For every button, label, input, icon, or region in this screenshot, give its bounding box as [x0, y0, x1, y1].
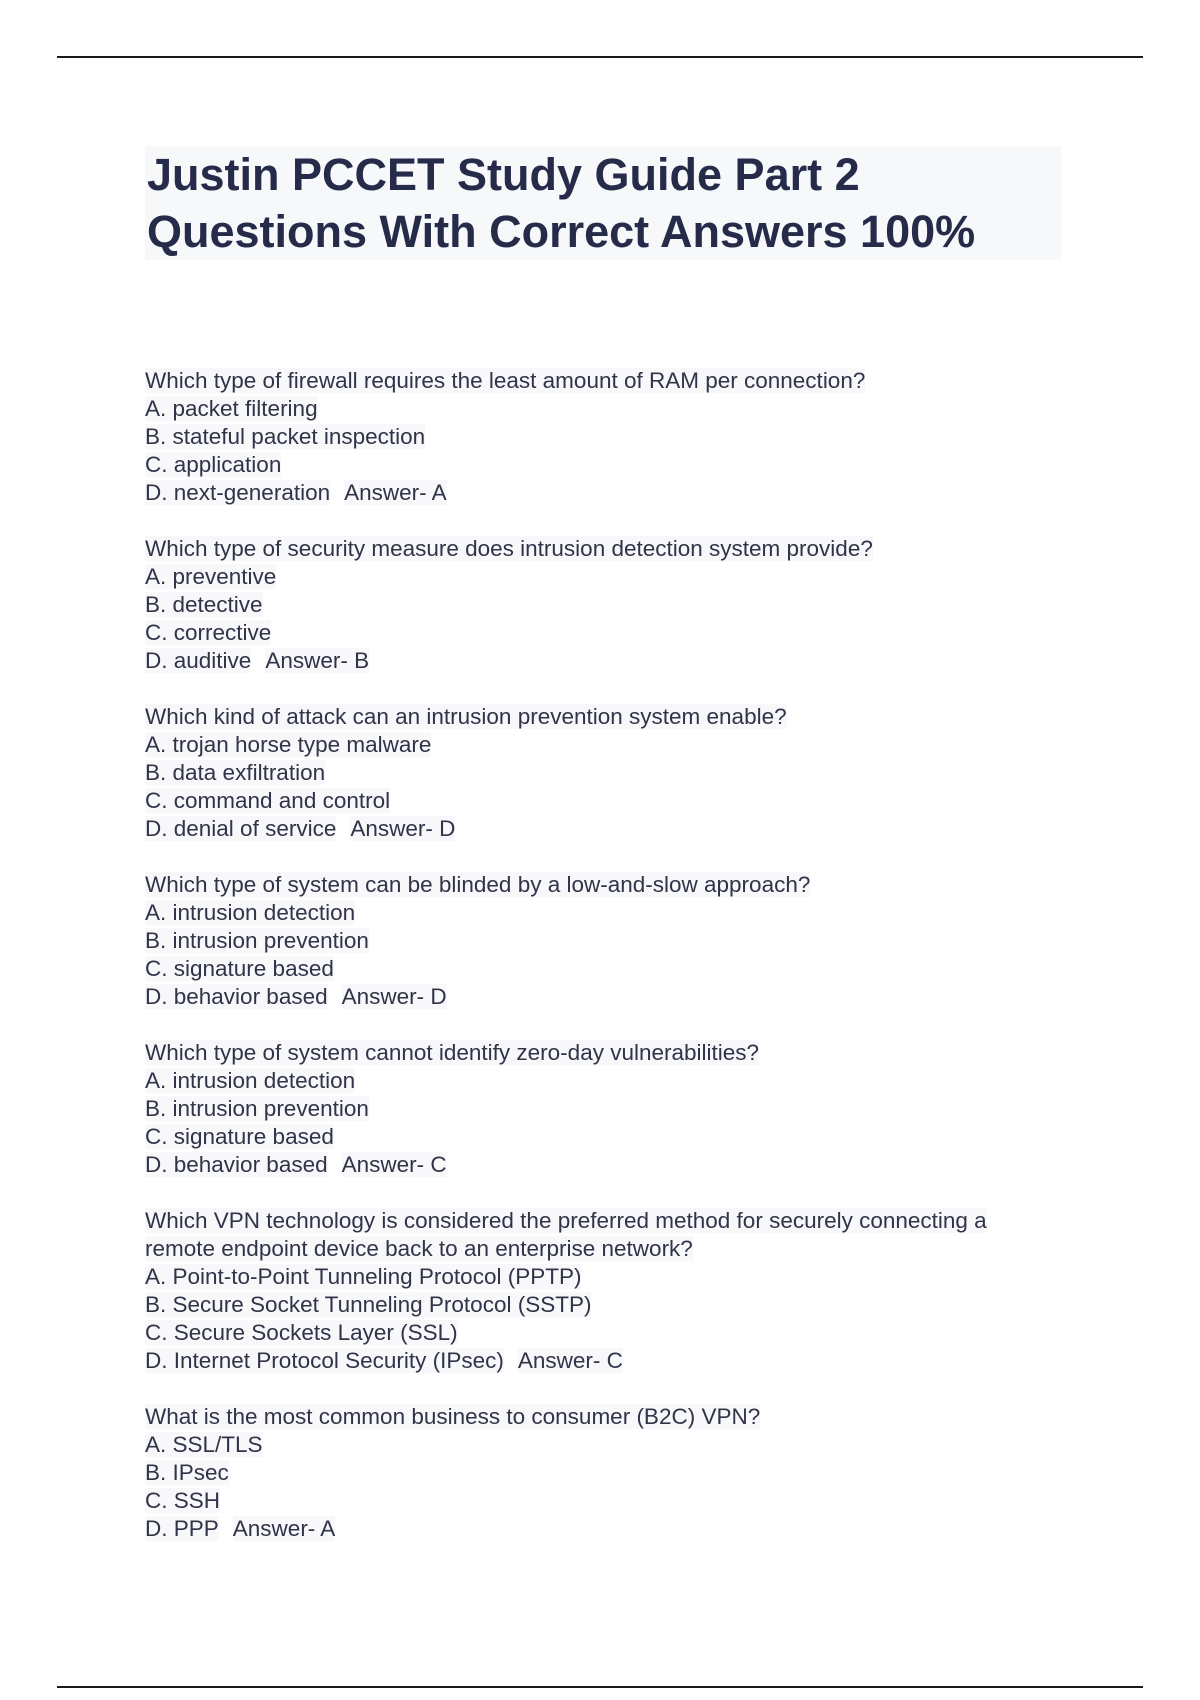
option-a: A. intrusion detection [145, 1068, 356, 1093]
question-prompt-line-2: remote endpoint device back to an enterprise network? [145, 1236, 693, 1261]
option-d: D. behavior based [145, 1152, 328, 1177]
answer-label: Answer- C [341, 1152, 447, 1177]
option-a: A. SSL/TLS [145, 1432, 263, 1457]
option-b: B. data exfiltration [145, 760, 326, 785]
option-b: B. intrusion prevention [145, 1096, 369, 1121]
answer-label: Answer- D [341, 984, 447, 1009]
option-a: A. trojan horse type malware [145, 732, 432, 757]
option-c: C. SSH [145, 1488, 221, 1513]
question-3 [145, 703, 1065, 843]
answer-label: Answer- A [344, 480, 447, 505]
question-prompt: Which type of system cannot identify zero-day vulnerabilities? [145, 1040, 760, 1065]
option-a: A. packet filtering [145, 396, 318, 421]
option-c: C. application [145, 452, 282, 477]
option-c: C. command and control [145, 788, 391, 813]
option-c: C. signature based [145, 956, 334, 981]
title-line-1: Justin PCCET Study Guide Part 2 [147, 149, 860, 200]
option-d: D. Internet Protocol Security (IPsec) [145, 1348, 504, 1373]
option-a: A. preventive [145, 564, 277, 589]
question-prompt: Which type of security measure does intrusion detection system provide? [145, 536, 873, 561]
answer-label: Answer- A [232, 1516, 336, 1541]
option-b: B. detective [145, 592, 263, 617]
bottom-divider [57, 1686, 1143, 1688]
top-divider [57, 56, 1143, 58]
option-d: D. denial of service [145, 816, 337, 841]
answer-label: Answer- B [265, 648, 370, 673]
question-prompt: Which kind of attack can an intrusion prevention system enable? [145, 704, 787, 729]
option-b: B. IPsec [145, 1460, 229, 1485]
option-d: D. next-generation [145, 480, 331, 505]
question-list [145, 367, 1065, 1571]
question-4 [145, 871, 1065, 1011]
option-c: C. signature based [145, 1124, 334, 1149]
question-7 [145, 1403, 1065, 1543]
option-d: D. auditive [145, 648, 252, 673]
question-6 [145, 1207, 1065, 1375]
option-a: A. intrusion detection [145, 900, 356, 925]
question-prompt: What is the most common business to consumer (B2C) VPN? [145, 1404, 761, 1429]
option-a: A. Point-to-Point Tunneling Protocol (PPTP) [145, 1264, 582, 1289]
document-title [145, 146, 1061, 260]
question-2 [145, 535, 1065, 675]
question-5 [145, 1039, 1065, 1179]
question-prompt: Which type of firewall requires the least amount of RAM per connection? [145, 368, 866, 393]
option-d: D. behavior based [145, 984, 328, 1009]
option-b: B. stateful packet inspection [145, 424, 426, 449]
question-prompt-line-1: Which VPN technology is considered the preferred method for securely connecting a [145, 1208, 987, 1233]
answer-label: Answer- D [350, 816, 456, 841]
answer-label: Answer- C [517, 1348, 623, 1373]
option-c: C. corrective [145, 620, 272, 645]
question-prompt: Which type of system can be blinded by a low-and-slow approach? [145, 872, 811, 897]
option-b: B. intrusion prevention [145, 928, 369, 953]
option-b: B. Secure Socket Tunneling Protocol (SSTP) [145, 1292, 592, 1317]
option-c: C. Secure Sockets Layer (SSL) [145, 1320, 458, 1345]
title-line-2: Questions With Correct Answers 100% [147, 206, 976, 257]
question-1 [145, 367, 1065, 507]
option-d: D. PPP [145, 1516, 219, 1541]
